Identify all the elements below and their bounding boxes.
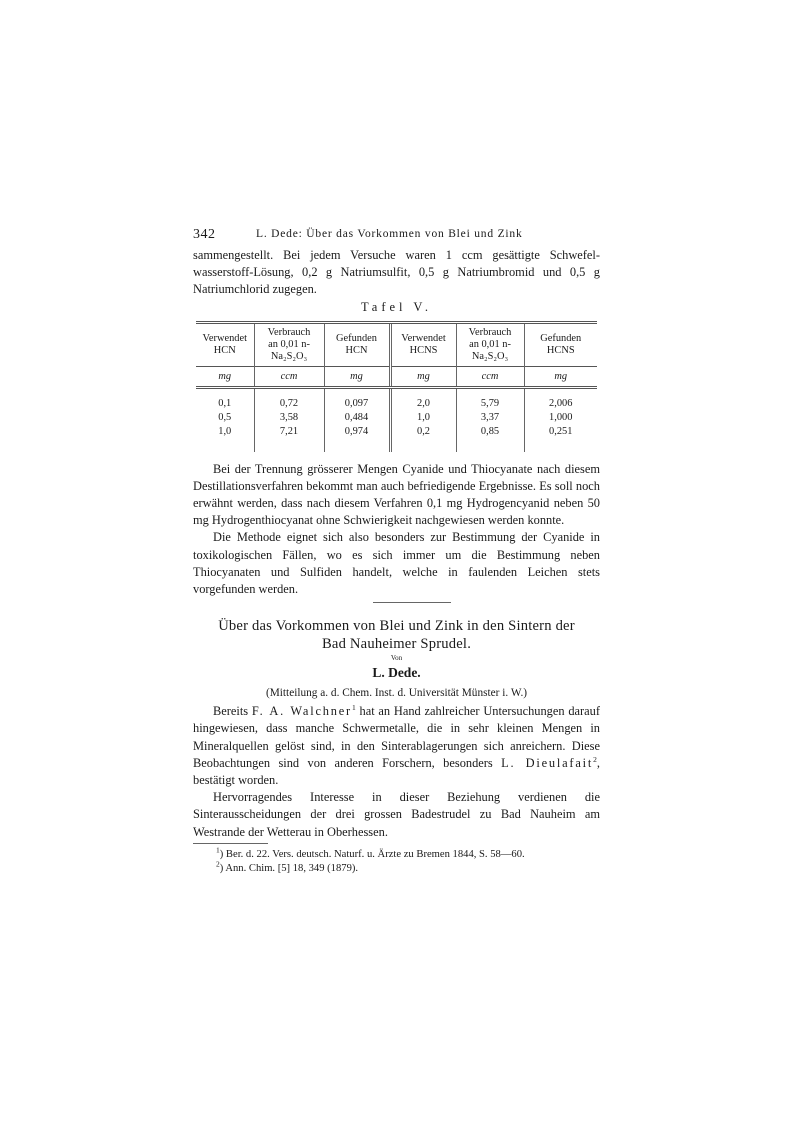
footnote-text: Ann. Chim. [5] 18, 349 (1879). — [223, 862, 359, 874]
intro-paragraph — [193, 247, 600, 281]
footnote-2: $^2$) Ann. Chim. [5] 18, 349 (1879). — [216, 859, 359, 874]
col-header: Verbrauch an 0,01 n- Na₂S₂O₃ — [254, 322, 324, 366]
table-cell: 1,0 — [218, 425, 232, 437]
unit-cell: mg — [524, 366, 597, 387]
paragraph-hervorragendes: Hervorragendes Interesse in dieser Beziehung verdienen die Sinterausscheidungen der drei grossen Badestrudel zu Bad Nauheim am Westrande der Wetterau in Oberhessen. — [193, 790, 600, 839]
footnote-mark: 1 — [216, 845, 220, 855]
col-header: Verbrauch an 0,01 n- Na₂S₂O₃ — [456, 322, 524, 366]
page-header — [193, 225, 600, 247]
paragraph-methode: Die Methode eignet sich also besonders zur Bestimmung der Cyanide in toxikologischen Fällen, wo es sich immer um die Bestimmung neben Thiocyanaten und Sulfiden handelt, welche in faulenden Leichen stets vorgefunden werden. — [193, 530, 600, 597]
table-caption: Tafel V. — [361, 299, 432, 314]
paragraph-walchner: Bereits F. A. Walchner$^1$ hat an Hand zahlreicher Untersuchungen darauf hingewiesen, dass manche Schwermetalle, die in sehr kleinen Mengen in Mineralquellen gelöst sind, in den Sinterablagerungen sich anreichern. Diese Beobachtungen sind von anderen Forschern, besonders L. Dieulafait$^2$, bestätigt worden. — [193, 703, 601, 788]
table-cell: 0,251 — [524, 425, 597, 452]
table-cell: 0,974 — [324, 425, 390, 452]
intro-line-3: Natriumchlorid zugegen. — [193, 282, 317, 297]
article-title-line-2: Bad Nauheimer Sprudel. — [321, 636, 472, 653]
table-cell: 0,484 — [324, 411, 390, 425]
table-cell: 1,0 — [390, 411, 456, 425]
unit-cell: ccm — [254, 366, 324, 387]
col-header: Verwendet HCNS — [390, 322, 456, 366]
section-divider — [373, 602, 451, 603]
page — [193, 225, 600, 876]
table-header-row — [196, 322, 597, 366]
table-row — [196, 387, 597, 411]
footnote-text: Ber. d. 22. Vers. deutsch. Naturf. u. Ärzte zu Bremen 1844, S. 58—60. — [223, 848, 525, 860]
author-ref-dieulafait: L. Dieulafait — [501, 755, 594, 770]
table-cell: 3,58 — [254, 411, 324, 425]
article-title — [193, 617, 600, 653]
intro-line-1: sammengestellt. Bei jedem Versuche waren 1 ccm gesättigte Schwefel- — [193, 248, 600, 262]
table-cell: 7,21 — [254, 425, 324, 452]
intro-line-2: wasserstoff-Lösung, 0,2 g Natriumsulfit, 0,5 g Natriumbromid und 0,5 g — [193, 265, 600, 280]
article-title-line-1: Über das Vorkommen von Blei und Zink in den Sintern der — [218, 618, 575, 635]
unit-cell: ccm — [456, 366, 524, 387]
author-ref-walchner: F. A. Walchner — [251, 704, 352, 719]
table-row — [196, 425, 597, 452]
table-cell: 0,5 — [218, 411, 232, 423]
affiliation: (Mitteilung a. d. Chem. Inst. d. Universität Münster i. W.) — [265, 687, 528, 700]
table-cell: 0,72 — [254, 387, 324, 411]
table-cell: 0,1 — [218, 397, 232, 409]
table-cell: 0,2 — [390, 425, 456, 452]
data-table-tafel-v — [196, 321, 597, 452]
intro-paragraph-end — [193, 281, 600, 298]
page-number: 342 — [193, 227, 216, 242]
table-cell: 5,79 — [456, 387, 524, 411]
von-label: Von — [390, 654, 403, 663]
table-cell: 3,37 — [456, 411, 524, 425]
footnote-1: $^1$) Ber. d. 22. Vers. deutsch. Naturf. u. Ärzte zu Bremen 1844, S. 58—60. — [216, 845, 525, 860]
table-cell: 2,0 — [390, 387, 456, 411]
table-cell: 0,097 — [324, 387, 390, 411]
table-cell: 1,000 — [524, 411, 597, 425]
col-header: Gefunden HCNS — [524, 322, 597, 366]
col-header: Verwendet HCN — [196, 322, 254, 366]
footnote-ref-1: 1 — [351, 703, 356, 713]
running-title: L. Dede: Über das Vorkommen von Blei und Zink — [256, 228, 523, 240]
unit-cell: mg — [390, 366, 456, 387]
author-name: L. Dede. — [372, 665, 421, 681]
paragraph-trennung: Bei der Trennung grösserer Mengen Cyanide und Thiocyanate nach diesem Destillationsverfahren bekommt man auch befriedigende Ergebnisse. Es soll noch erwähnt werden, dass nach diesem Verfahren 0,1 mg Hydrogencyanid neben 50 mg Hydrogenthiocyanat ohne Schwierigkeit nachgewiesen werden konnte. — [193, 461, 600, 528]
table-cell: 2,006 — [524, 387, 597, 411]
unit-cell: mg — [324, 366, 390, 387]
footnote-rule — [193, 843, 268, 844]
table-cell: 0,85 — [456, 425, 524, 452]
table-row — [196, 411, 597, 425]
unit-cell: mg — [196, 366, 254, 387]
table-units-row — [196, 366, 597, 387]
footnote-mark: 2 — [216, 859, 220, 869]
col-header: Gefunden HCN — [324, 322, 390, 366]
footnote-ref-2: 2 — [593, 754, 597, 764]
